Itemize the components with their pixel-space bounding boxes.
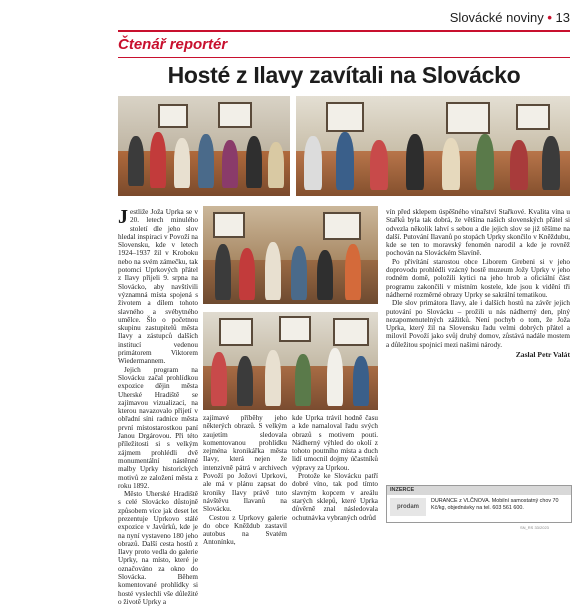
section-rule <box>118 57 570 58</box>
advertisement-box <box>386 485 572 523</box>
paragraph: Město Uherské Hradiště s celé Slovácko důstojně způsobem více jak deset let prezentuje Uprkovo stálé expozice v Javůrků, kde je na nyní vystaveno 180 jeho obrazů. Další cesta hostů z Ilavy proto vedla do galerie Uprky, na místo, které je označováno za okno do Slovácka. Během komentované prohlídky si hosté vyslechli vše důležité o životě Uprky a <box>118 490 198 606</box>
ad-text: DURANCE z VLČNOVA. Mobilní samostatný chov 70 Kč/kg, objednávky na tel. 603 561 600. <box>431 498 559 511</box>
text-column-1 <box>118 206 198 606</box>
paragraph: zajímavé příběhy jeho některých obrazů. S velkým zaujetím sledovala komentovanou prohlídku zejména kronikářka města Ilavy, která nejen že intenzivně pátrá v archivech Povoží po Jožovi Uprkovi, ale má v plánu zapsat do kroniky Ilavy právě tuto návštěvu Ilavanů na Slovácku. <box>203 414 287 514</box>
paragraph: Po přivítání starostou obce Liborem Grebeni si v jeho doprovodu prohlédli vzácný hostě muzeum Jožy Uprky v jeho rodném domě, položili kytici na jeho hrob a oficiální část programu zakončili v místním kostele, kde jsou k vidění tři nádherné rozměrné obrazy Uprky se sakrální tematikou. <box>386 257 570 299</box>
top-rule <box>118 30 570 32</box>
text-column-2 <box>203 414 287 547</box>
photo-museum-visit <box>203 312 378 410</box>
paragraph: vín před sklepem úspěšného vinařství Stařkové. Kvalita vína u Stařků byla tak dobrá, že většina našich slovenských přátel si odvezla několik lahví s sebou a dle jejich slov se již těšíme na další. Putování Ilavanů po stopách Uprky skončilo v Kněždubu, kde se ten to moravský fenomén narodil a kde je rovněž pochován na Slováckém Slavíně. <box>386 208 570 258</box>
paragraph: estliže Joža Uprka se v 20. letech minulého století dle jeho slov hledal inspiraci v Povoží na Slovensku, kde v letech 1924–1937 žil v Kroboku nebo na svém zámečku, tak potomci Uprkových přátel z Ilavy přijeli 9. srpna na Slovácko, aby navštívili významná místa spojená s životem a dílem tohoto slavného a svébytného umělce. Šlo o početnou skupinu zastupitelů města Ilavy a zástupců dalších institucí vedenou primátorem Viktorem Wiedermannem. <box>118 208 198 366</box>
paragraph: Cestou z Uprkovy galerie do obce Kněždub zastavil autobus na Svatém Antonínku, <box>203 513 287 547</box>
ad-header: INZERCE <box>387 486 571 495</box>
drop-cap: J <box>118 206 128 228</box>
author-credit: Zaslal Petr Valát <box>515 350 570 360</box>
page-number: 13 <box>555 10 570 25</box>
text-column-3 <box>292 414 378 526</box>
masthead <box>370 10 570 25</box>
photo-wine-cellar <box>203 206 378 304</box>
section-title: Čtenář reportér <box>118 36 228 53</box>
newspaper-title: Slovácké noviny <box>449 10 544 25</box>
photo-gallery-tour <box>296 96 570 196</box>
paragraph: kde Uprka trávil hodně času a kde namaloval řadu svých obrazů s motivem pouti. Nádherný výhled do okolí z tohoto poutního místa a duch lidí umocnil dojmy účastníků výpravy za Uprkou. <box>292 414 378 472</box>
paragraph: Dle slov primátora Ilavy, ale i dalších hostů na závěr jejich putování po Slovácku – prožili u nás nádherný den, plný nezapomenutelných zážitků. Není pochyb o tom, že Joža Uprka, který žil na Slovensku řadu velmi dobrých přátel a milovil Povoží jako svůj druhý domov, zůstává nadále mostem a důležitou spojnicí mezi našimi národy. <box>386 299 570 349</box>
paragraph: Jejich program na Slovácku začal prohlídkou expozice dějin města Uherské Hradiště se zajímavou vizualizací, na kterou navazovalo přijetí v obřadní síni radnice města první místostarostkou paní Janou Drgárovou. Při této příležitosti si s velkým zájmem prohlédli dvě monumentální nástěnné malby Uprky historických motivů ze založení města z roku 1892. <box>118 365 198 490</box>
ad-logo: prodam <box>390 498 426 516</box>
headline: Hosté z Ilavy zavítali na Slovácko <box>167 62 521 88</box>
masthead-separator: • <box>547 10 552 25</box>
footer-code: SN_RS 33/2023 <box>520 525 549 530</box>
photo-group-room <box>118 96 290 196</box>
paragraph: Protože ke Slovácku patří dobré víno, tak pod tímto slavným kopcem v areálu starých sklepů, které Uprka důvěrně znal následovala ochutnávka vybraných odrůd <box>292 472 378 522</box>
text-column-4 <box>386 208 570 480</box>
